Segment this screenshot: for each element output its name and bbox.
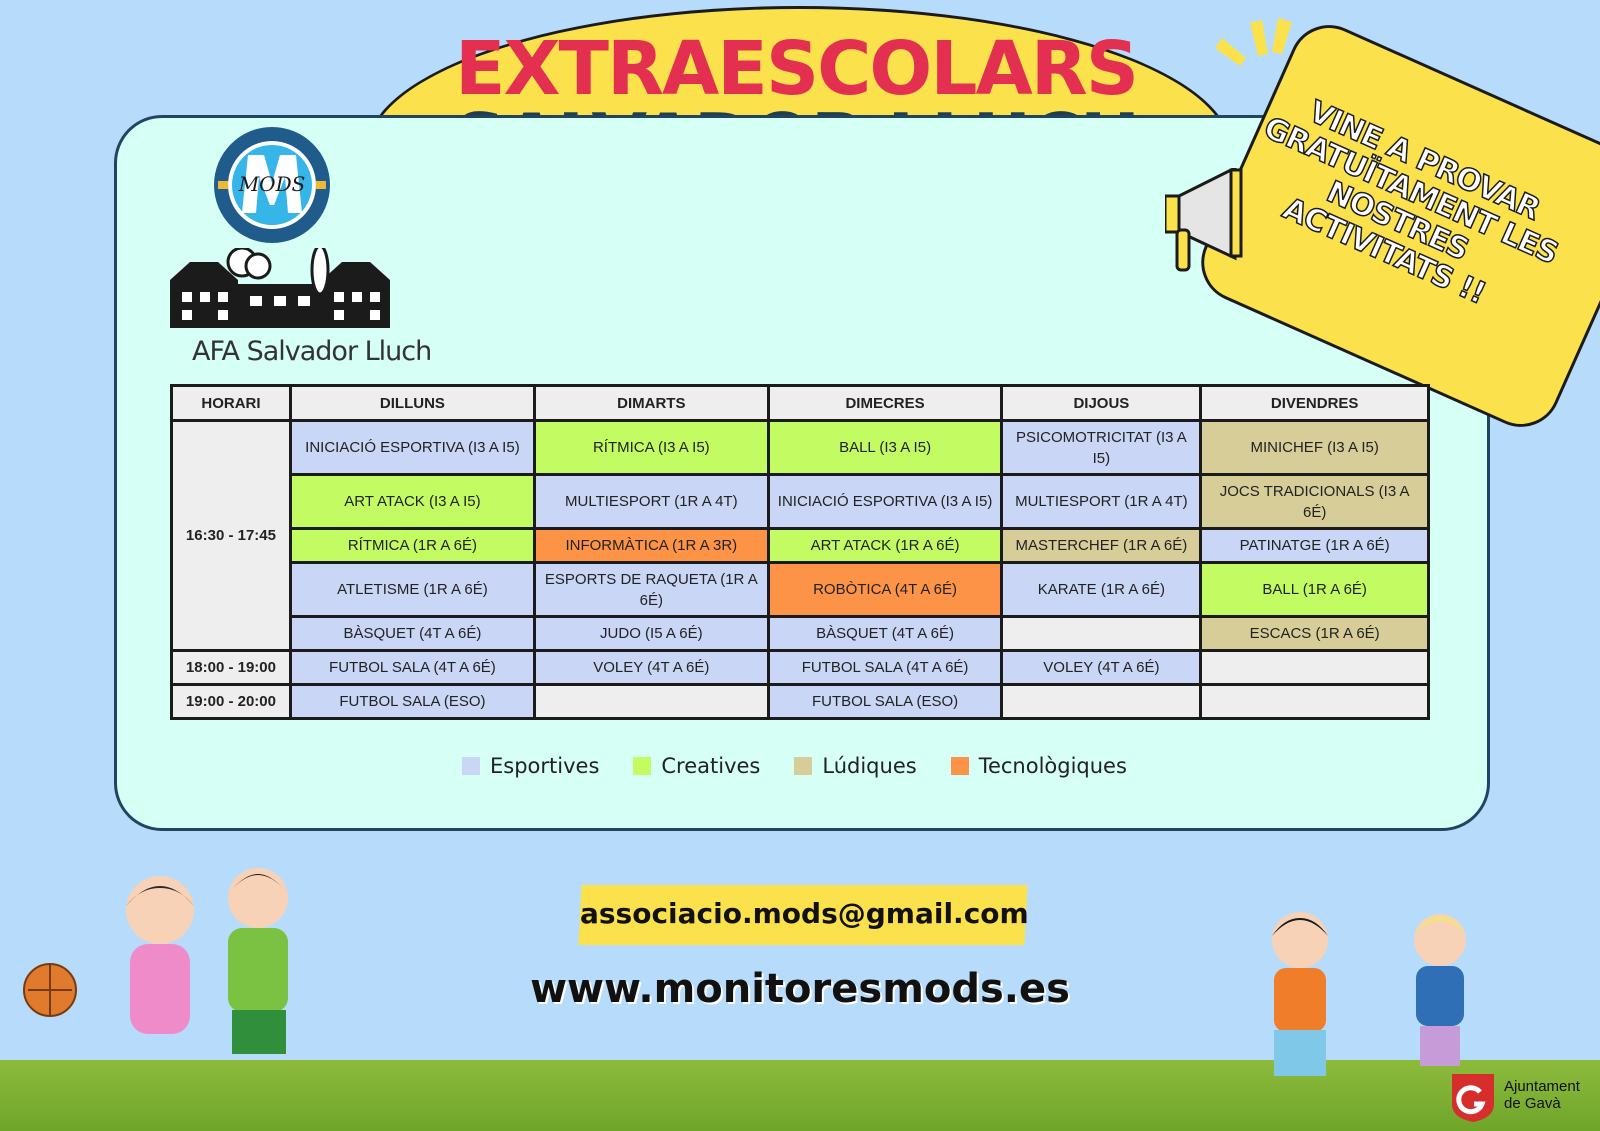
activity-cell: KARATE (1R A 6É) — [1002, 563, 1201, 617]
activity-cell: MINICHEF (I3 A I5) — [1201, 421, 1429, 475]
activity-cell: FUTBOL SALA (ESO) — [768, 685, 1002, 719]
legend-swatch — [951, 757, 969, 775]
activity-cell: BÀSQUET (4T A 6É) — [290, 617, 534, 651]
promo-text: VINE A PROVAR GRATUÏTAMENT LES NOSTRES ACTIVITATS !! — [1258, 94, 1563, 312]
empty-cell — [1201, 685, 1429, 719]
activity-cell: ART ATACK (I3 A I5) — [290, 475, 534, 529]
activity-cell: RÍTMICA (I3 A I5) — [534, 421, 768, 475]
schedule-table — [170, 384, 1430, 720]
activity-cell: ESPORTS DE RAQUETA (1R A 6É) — [534, 563, 768, 617]
afa-label: AFA Salvador Lluch — [192, 336, 432, 367]
contact-email[interactable]: associacio.mods@gmail.com — [580, 897, 1029, 930]
legend-item-ludiques — [794, 754, 916, 778]
header-dimecres: DIMECRES — [768, 386, 1002, 421]
activity-cell: JOCS TRADICIONALS (I3 A 6É) — [1201, 475, 1429, 529]
time-slot-1: 16:30 - 17:45 — [172, 421, 291, 651]
legend-label: Creatives — [661, 754, 761, 778]
time-slot-2: 18:00 - 19:00 — [172, 651, 291, 685]
time-slot-3: 19:00 - 20:00 — [172, 685, 291, 719]
legend-swatch — [794, 757, 812, 775]
activity-cell: JUDO (I5 A 6É) — [534, 617, 768, 651]
legend-swatch — [462, 757, 480, 775]
activity-cell: ART ATACK (1R A 6É) — [768, 529, 1002, 563]
legend-label: Esportives — [490, 754, 600, 778]
header-divendres: DIVENDRES — [1201, 386, 1429, 421]
empty-cell — [1002, 685, 1201, 719]
kids-dancing-illustration — [1230, 880, 1530, 1080]
activity-cell: RÍTMICA (1R A 6É) — [290, 529, 534, 563]
activity-cell: FUTBOL SALA (4T A 6É) — [768, 651, 1002, 685]
megaphone-icon — [1165, 168, 1255, 278]
activity-cell: VOLEY (4T A 6É) — [1002, 651, 1201, 685]
activity-cell: FUTBOL SALA (4T A 6É) — [290, 651, 534, 685]
header-dijous: DIJOUS — [1002, 386, 1201, 421]
activity-cell: PSICOMOTRICITAT (I3 A I5) — [1002, 421, 1201, 475]
activity-cell: BÀSQUET (4T A 6É) — [768, 617, 1002, 651]
table-header-row — [172, 386, 1429, 421]
legend-label: Lúdiques — [822, 754, 917, 778]
activity-cell: PATINATGE (1R A 6É) — [1201, 529, 1429, 563]
table-row — [172, 421, 1429, 475]
legend-item-esportives — [462, 754, 599, 778]
mods-logo — [212, 125, 332, 245]
activity-cell: BALL (1R A 6É) — [1201, 563, 1429, 617]
legend-label: Tecnològiques — [978, 754, 1127, 778]
empty-cell — [1201, 651, 1429, 685]
table-row — [172, 685, 1429, 719]
gava-logo-icon — [1448, 1068, 1498, 1124]
table-row — [172, 563, 1429, 617]
legend-item-creatives — [633, 754, 760, 778]
activity-cell: FUTBOL SALA (ESO) — [290, 685, 534, 719]
legend-item-tecnologiques — [951, 754, 1127, 778]
header-horari: HORARI — [172, 386, 291, 421]
school-building-logo — [170, 248, 390, 332]
activity-cell: MULTIESPORT (1R A 4T) — [534, 475, 768, 529]
table-row — [172, 529, 1429, 563]
legend-swatch — [633, 757, 651, 775]
ajuntament-label: Ajuntament de Gavà — [1504, 1078, 1580, 1112]
header-dilluns: DILLUNS — [290, 386, 534, 421]
table-row — [172, 651, 1429, 685]
contact-website[interactable]: www.monitoresmods.es — [530, 966, 1070, 1012]
activity-cell: INICIACIÓ ESPORTIVA (I3 A I5) — [768, 475, 1002, 529]
activity-cell: ESCACS (1R A 6É) — [1201, 617, 1429, 651]
activity-cell: BALL (I3 A I5) — [768, 421, 1002, 475]
mods-logo-text: MODS — [238, 172, 306, 196]
category-legend — [462, 754, 1127, 778]
title-extraescolars: EXTRAESCOLARS — [454, 26, 1138, 112]
activity-cell: MASTERCHEF (1R A 6É) — [1002, 529, 1201, 563]
activity-cell: ROBÒTICA (4T A 6É) — [768, 563, 1002, 617]
header-dimarts: DIMARTS — [534, 386, 768, 421]
empty-cell — [1002, 617, 1201, 651]
activity-cell: MULTIESPORT (1R A 4T) — [1002, 475, 1201, 529]
kids-basketball-illustration — [20, 860, 360, 1100]
table-row — [172, 617, 1429, 651]
activity-cell: INFORMÀTICA (1R A 3R) — [534, 529, 768, 563]
activity-cell: VOLEY (4T A 6É) — [534, 651, 768, 685]
activity-cell: INICIACIÓ ESPORTIVA (I3 A I5) — [290, 421, 534, 475]
activity-cell: ATLETISME (1R A 6É) — [290, 563, 534, 617]
empty-cell — [534, 685, 768, 719]
table-row — [172, 475, 1429, 529]
